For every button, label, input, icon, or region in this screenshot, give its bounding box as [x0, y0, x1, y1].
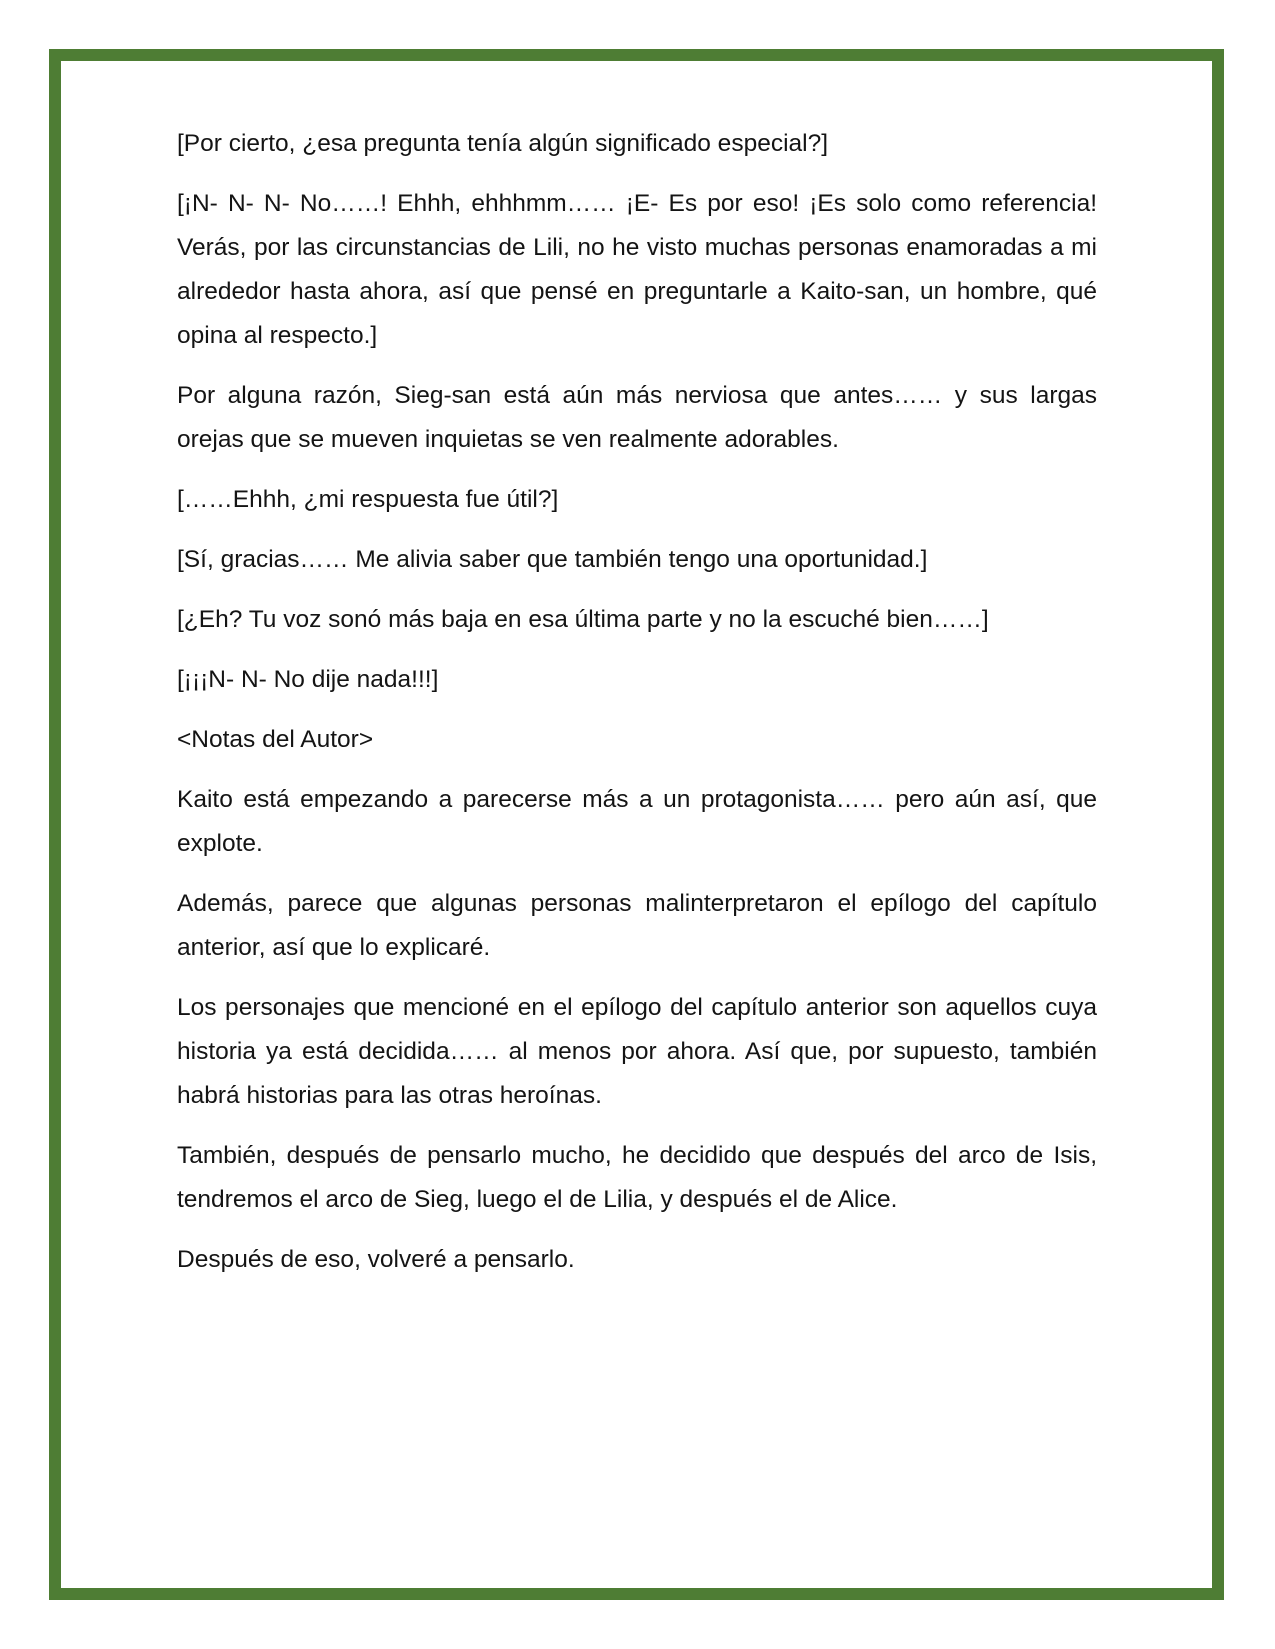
- paragraph: [¿Eh? Tu voz sonó más baja en esa última parte y no la escuché bien……]: [177, 606, 989, 633]
- paragraph: [……Ehhh, ¿mi respuesta fue útil?]: [177, 486, 559, 513]
- paragraph: Kaito está empezando a parecerse más a un protagonista…… pero aún así, que explote.: [177, 786, 1097, 857]
- paragraph: [¡N- N- N- No……! Ehhh, ehhhmm…… ¡E- Es por eso! ¡Es solo como referencia! Verás, por las circunstancias de Lili, no he visto muchas personas enamoradas a mi alrededor hasta ahora, así que pensé en preguntarle a Kaito-san, un hombre, qué opina al respecto.]: [177, 190, 1097, 349]
- paragraph: También, después de pensarlo mucho, he decidido que después del arco de Isis, tendremos el arco de Sieg, luego el de Lilia, y después el de Alice.: [177, 1142, 1097, 1213]
- paragraph: [Sí, gracias…… Me alivia saber que también tengo una oportunidad.]: [177, 546, 928, 573]
- section-heading: <Notas del Autor>: [177, 726, 374, 753]
- paragraph: Por alguna razón, Sieg-san está aún más nerviosa que antes…… y sus largas orejas que se mueven inquietas se ven realmente adorables.: [177, 382, 1097, 453]
- paragraph: Los personajes que mencioné en el epílogo del capítulo anterior son aquellos cuya historia ya está decidida…… al menos por ahora. Así que, por supuesto, también habrá historias para las otras heroínas.: [177, 994, 1097, 1109]
- paragraph: [¡¡¡N- N- No dije nada!!!]: [177, 666, 439, 693]
- paragraph: [Por cierto, ¿esa pregunta tenía algún significado especial?]: [177, 130, 829, 157]
- document-body: [177, 122, 1097, 1298]
- paragraph: Además, parece que algunas personas malinterpretaron el epílogo del capítulo anterior, así que lo explicaré.: [177, 890, 1097, 961]
- paragraph: Después de eso, volveré a pensarlo.: [177, 1246, 575, 1273]
